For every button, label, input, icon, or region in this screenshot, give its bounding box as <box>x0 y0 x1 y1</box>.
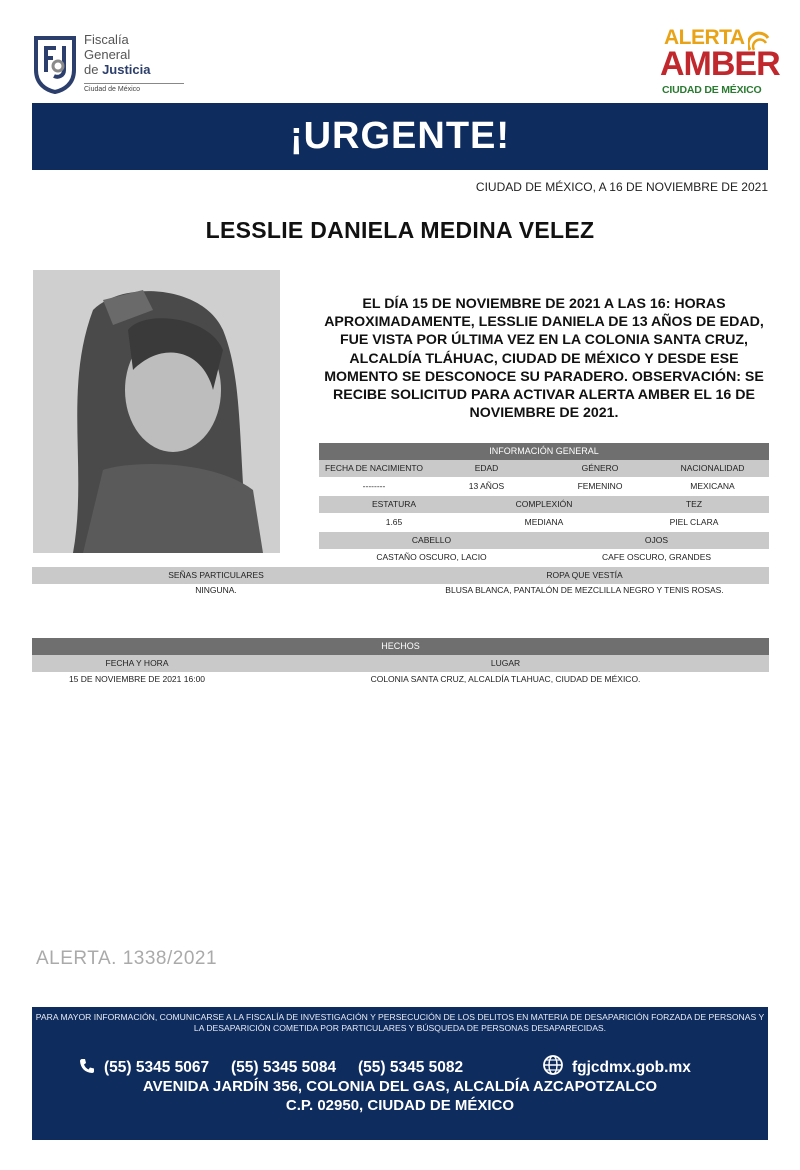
value-marks: NINGUNA. <box>195 585 237 595</box>
info-general-header: INFORMACIÓN GENERAL <box>319 443 769 460</box>
phone-icon <box>78 1057 96 1075</box>
info-row2-labels <box>319 496 769 513</box>
case-narrative: EL DÍA 15 DE NOVIEMBRE DE 2021 A LAS 16: HORAS APROXIMADAMENTE, LESSLIE DANIELA DE 13 AÑOS DE EDAD, FUE VISTA POR ÚLTIMA VEZ EN LA COLONIA SANTA CRUZ, ALCALDÍA TLÁHUAC, CIUDAD DE MÉXICO Y DESDE ESE MOMENTO SE DESCONOCE SU PARADERO. OBSERVACIÓN: SE RECIBE SOLICITUD PARA ACTIVAR ALERTA AMBER EL 16 DE NOVIEMBRE DE 2021. <box>324 296 764 422</box>
info-row3-labels <box>319 532 769 549</box>
fgj-line3 <box>84 62 151 77</box>
label-clothing: ROPA QUE VESTÍA <box>546 570 623 580</box>
hechos-labels <box>32 655 769 672</box>
value-complexion: PIEL CLARA <box>669 517 719 527</box>
phone-3[interactable]: (55) 5345 5082 <box>358 1059 464 1076</box>
footer-address-1: AVENIDA JARDÍN 356, COLONIA DEL GAS, ALCALDÍA AZCAPOTZALCO <box>142 1078 658 1095</box>
fgj-line2: General <box>84 47 131 62</box>
footer-address-2: C.P. 02950, CIUDAD DE MÉXICO <box>285 1097 515 1114</box>
label-place: LUGAR <box>490 658 521 668</box>
label-age: EDAD <box>474 463 499 473</box>
fgj-logo <box>32 30 162 100</box>
value-build: MEDIANA <box>524 517 564 527</box>
footer-contact <box>32 1007 768 1140</box>
fgj-line3-bold: Justicia <box>102 62 151 77</box>
amber-line2: AMBER <box>660 45 780 83</box>
label-marks: SEÑAS PARTICULARES <box>168 570 264 580</box>
value-age: 13 AÑOS <box>468 481 505 491</box>
label-birthdate: FECHA DE NACIMIENTO <box>324 463 424 473</box>
label-build: COMPLEXIÓN <box>515 499 573 509</box>
info-row2-values <box>319 514 769 531</box>
amber-line3: CIUDAD DE MÉXICO <box>662 84 762 96</box>
value-eyes: CAFE OSCURO, GRANDES <box>601 552 712 562</box>
website-link[interactable]: fgjcdmx.gob.mx <box>572 1059 691 1076</box>
hechos-header: HECHOS <box>32 638 769 655</box>
globe-icon <box>542 1054 564 1076</box>
value-hair: CASTAÑO OSCURO, LACIO <box>376 552 487 562</box>
value-datetime: 15 DE NOVIEMBRE DE 2021 16:00 <box>68 674 206 684</box>
fgj-name <box>84 32 151 77</box>
fgj-sub: Ciudad de México <box>84 83 184 93</box>
fgj-emblem-icon <box>32 34 78 94</box>
info-row1-labels <box>319 460 769 477</box>
amber-line1: ALERTA <box>664 26 745 49</box>
fgj-line3-pre: de <box>84 62 103 77</box>
info-row3-values <box>319 549 769 566</box>
fgj-line1: Fiscalía <box>84 32 129 47</box>
footer-info-text: PARA MAYOR INFORMACIÓN, COMUNICARSE A LA FISCALÍA DE INVESTIGACIÓN Y PERSECUCIÓN DE LOS DELITOS EN MATERIA DE DESAPARICIÓN FORZADA DE PERSONAS Y LA DESAPARICIÓN COMETIDA POR PARTICULARES Y BÚSQUEDA DE PERSONAS DESAPARECIDAS. <box>35 1012 765 1033</box>
info-row1-values <box>319 478 769 495</box>
hechos-values <box>32 671 769 688</box>
person-name: LESSLIE DANIELA MEDINA VELEZ <box>205 217 595 243</box>
label-eyes: OJOS <box>644 535 669 545</box>
phone-1[interactable]: (55) 5345 5067 <box>104 1059 210 1076</box>
info-row4-values <box>32 582 769 599</box>
value-place: COLONIA SANTA CRUZ, ALCALDÍA TLAHUAC, CIUDAD DE MÉXICO. <box>370 674 641 684</box>
issue-date: CIUDAD DE MÉXICO, A 16 DE NOVIEMBRE DE 2021 <box>475 180 768 194</box>
portrait-placeholder-icon <box>33 270 280 553</box>
phone-2[interactable]: (55) 5345 5084 <box>231 1059 337 1076</box>
label-complexion: TEZ <box>685 499 703 509</box>
value-birthdate: -------- <box>362 481 386 491</box>
alert-number: ALERTA. 1338/2021 <box>36 948 218 969</box>
value-nationality: MEXICANA <box>690 481 735 491</box>
value-height: 1.65 <box>385 517 403 527</box>
value-clothing: BLUSA BLANCA, PANTALÓN DE MEZCLILLA NEGRO Y TENIS ROSAS. <box>445 585 724 595</box>
label-nationality: NACIONALIDAD <box>680 463 745 473</box>
alerta-amber-logo <box>660 24 780 102</box>
value-gender: FEMENINO <box>577 481 623 491</box>
label-height: ESTATURA <box>371 499 417 509</box>
missing-person-photo <box>33 270 280 553</box>
label-gender: GÉNERO <box>581 463 619 473</box>
urgent-banner: ¡URGENTE! <box>32 103 768 170</box>
label-hair: CABELLO <box>411 535 452 545</box>
label-datetime: FECHA Y HORA <box>105 658 169 668</box>
